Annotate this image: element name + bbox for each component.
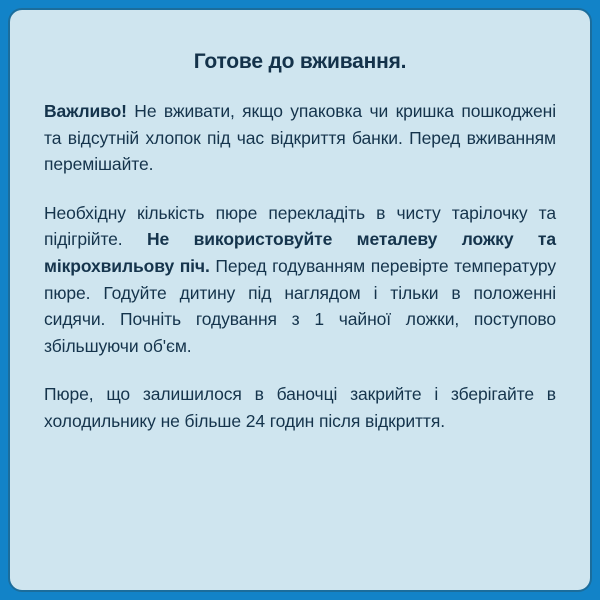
page-title: Готове до вживання.: [193, 50, 407, 73]
important-lead-text: Важливо!: [44, 101, 127, 121]
paragraph-important-notice: [44, 98, 556, 178]
preparation-emphasis-text: Не використовуйте металеву ложку та мікрохвильову піч.: [44, 229, 556, 276]
important-body-text: Не вживати, якщо упаковка чи кришка пошкоджені та відсутній хлопок під час відкриття банки. Перед вживанням перемішайте.: [44, 101, 556, 175]
preparation-text-after: Перед годуванням перевірте температуру пюре. Годуйте дитину під наглядом і тільки в положенні сидячи. Почніть годування з 1 чайної ложки, поступово збільшуючи об'єм.: [44, 255, 557, 356]
instruction-panel: [8, 8, 592, 592]
paragraph-storage-instructions: Пюре, що залишилося в баночці закрийте і зберігайте в холодильнику не більше 24 годин після відкриття.: [44, 384, 556, 431]
paragraph-preparation-instructions: [44, 200, 556, 360]
preparation-text-before: Необхідну кількість пюре перекладіть в чисту тарілочку та підігрійте.: [44, 202, 556, 250]
